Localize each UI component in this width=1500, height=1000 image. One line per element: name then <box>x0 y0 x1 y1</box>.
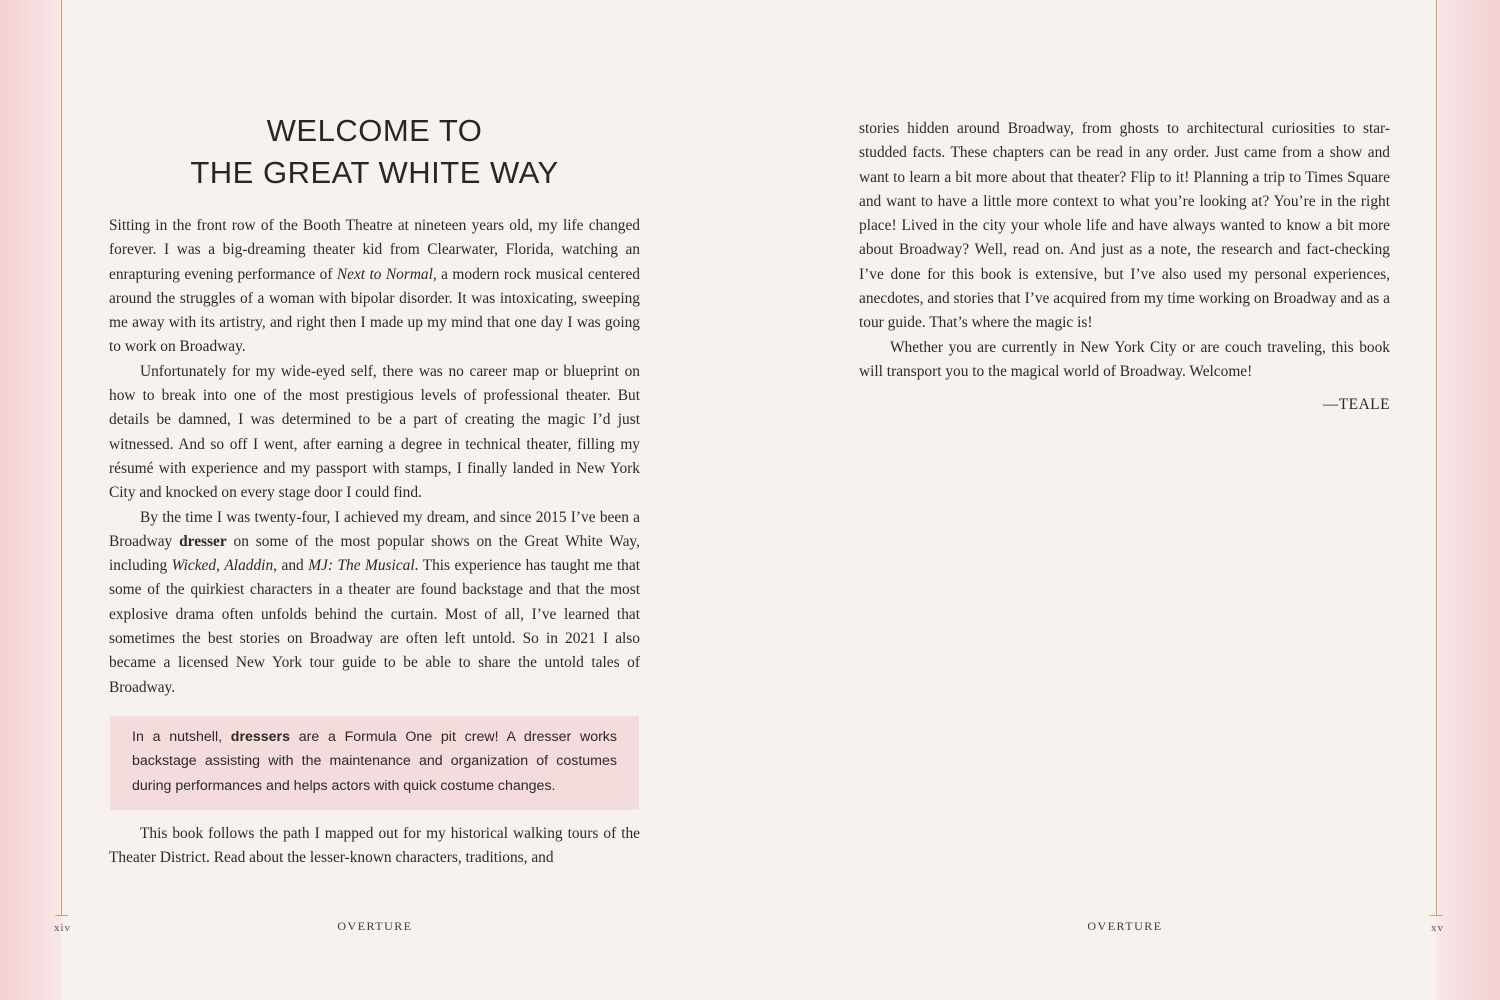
show-title-next-to-normal: Next to Normal <box>336 265 433 283</box>
paragraph-6: Whether you are currently in New York City or are couch traveling, this book will transport you to the magical world of Broadway. Welcome! <box>859 338 1390 380</box>
dresser-callout-box: In a nutshell, dressers are a Formula One pit crew! A dresser works backstage assisting with the maintenance and organization of costumes during performances and helps actors with quick costume changes. <box>110 716 639 810</box>
show-title-aladdin: Aladdin <box>224 557 274 575</box>
left-edge-watercolor <box>0 0 62 1000</box>
author-signature: —TEALE <box>1322 396 1390 413</box>
paragraph-3: By the time I was twenty-four, I achieved my dream, and since 2015 I’ve been a Broadway dresser on some of the most popular shows on the Great White Way, including Wicked, Aladdin, and MJ: The Musical. This experience has taught me that some of the quirkiest characters in a theater are found backstage and that the most explosive drama often unfolds behind the curtain. Most of all, I’ve learned that sometimes the best stories on Broadway are often left untold. So in 2021 I also became a licensed New York tour guide to be able to share the untold tales of Broadway. <box>109 508 640 696</box>
left-gold-rule <box>61 0 62 916</box>
show-title-wicked: Wicked <box>171 557 217 575</box>
paragraph-1: Sitting in the front row of the Booth Theatre at nineteen years old, my life changed forever. I was a big-dreaming theater kid from Clearwater, Florida, watching an enrapturing evening performance of Next to Normal, a modern rock musical centered around the struggles of a woman with bipolar disorder. It was intoxicating, sweeping me away with its artistry, and right then I made up my mind that one day I was going to work on Broadway. <box>109 217 640 356</box>
paragraph-4: This book follows the path I mapped out for my historical walking tours of the Theater District. Read about the lesser-known characters, traditions, and <box>109 825 640 867</box>
page-number-right: xv <box>1431 922 1444 934</box>
running-head-left: OVERTURE <box>337 919 413 933</box>
term-dressers: dressers <box>230 729 290 745</box>
paragraph-2: Unfortunately for my wide-eyed self, there was no career map or blueprint on how to break into one of the most prestigious levels of professional theater. But details be damned, I was determined to be a part of creating the magic I’d just witnessed. And so off I went, after earning a degree in technical theater, filling my résumé with experience and my passport with stamps, I finally landed in New York City and knocked on every stage door I could find. <box>109 362 640 502</box>
title-line-2: THE GREAT WHITE WAY <box>190 155 559 190</box>
term-dresser: dresser <box>179 532 227 550</box>
chapter-title <box>109 110 640 194</box>
left-body-text <box>109 214 640 700</box>
right-rule-cap <box>1430 915 1443 916</box>
show-title-mj: MJ: The Musical <box>308 557 415 575</box>
right-gold-rule <box>1436 0 1437 916</box>
title-line-1: WELCOME TO <box>266 113 483 148</box>
paragraph-5: stories hidden around Broadway, from ghosts to architectural curiosities to star-studded facts. These chapters can be read in any order. Just came from a show and want to learn a bit more about that theater? Flip to it! Planning a trip to Times Square and want to have a little more context to what you’re looking at? You’re in the right place! Lived in the city your whole life and have always wanted to know a bit more about Broadway? Well, read on. And just as a note, the research and fact-checking I’ve done for this book is extensive, but I’ve also used my personal experiences, anecdotes, and stories that I’ve acquired from my time working on Broadway and as a tour guide. That’s where the magic is! <box>859 120 1390 332</box>
running-head-right: OVERTURE <box>1087 919 1163 933</box>
left-body-continued <box>109 822 640 871</box>
right-edge-watercolor <box>1436 0 1500 1000</box>
left-rule-cap <box>55 915 68 916</box>
page-number-left: xiv <box>54 922 72 934</box>
right-body-text <box>859 117 1390 384</box>
